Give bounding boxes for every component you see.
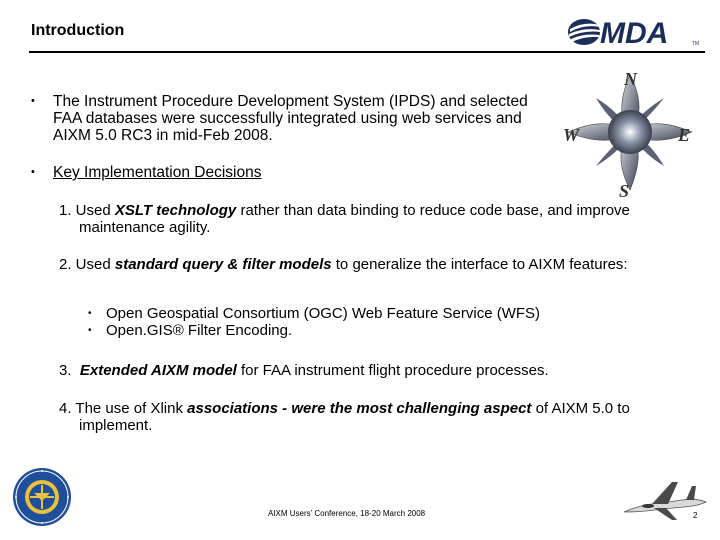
decision-item-1: 1. Used XSLT technology rather than data binding to reduce code base, and improve maintenance agility.	[59, 202, 630, 236]
bullet-ipds-integration: The Instrument Procedure Development System (IPDS) and selected FAA databases were successfully integrated using web services and AIXM 5.0 RC3 in mid-Feb 2008.	[53, 93, 528, 144]
decision-number: 1.	[59, 202, 72, 219]
decision-number: 3.	[59, 362, 72, 379]
subbullet-wfs: Open Geospatial Consortium (OGC) Web Feature Service (WFS)	[106, 305, 541, 322]
decision-emphasis: XSLT technology	[114, 202, 237, 219]
mda-logo-icon	[566, 15, 701, 47]
bullet-key-decisions: Key Implementation Decisions	[53, 164, 262, 181]
decision-item-4: 4. The use of Xlink associations - were the most challenging aspect of AIXM 5.0 to implement.	[59, 400, 630, 434]
decision-emphasis: associations - were the most challenging aspect	[187, 400, 532, 417]
subbullet-marker: •	[88, 308, 92, 319]
jet-plane-icon	[622, 476, 712, 522]
subbullet-marker: •	[88, 325, 92, 336]
svg-text:TM: TM	[692, 41, 700, 47]
slide-title: Introduction	[31, 22, 125, 39]
footer-conference-text: AIXM Users’ Conference, 18-20 March 2008	[268, 509, 426, 518]
decision-item-3: 3. Extended AIXM model for FAA instrument flight procedure processes.	[59, 362, 549, 379]
decision-number: 2.	[59, 256, 72, 273]
compass-south-label: S	[619, 181, 630, 200]
decision-number: 4.	[59, 400, 72, 417]
decision-emphasis: Extended AIXM model	[79, 362, 237, 379]
decision-item-2: 2. Used standard query & filter models to generalize the interface to AIXM features:	[59, 256, 628, 273]
bullet-marker: •	[31, 166, 35, 178]
compass-east-label: E	[678, 125, 691, 145]
faa-seal-icon	[12, 467, 72, 527]
title-rule	[29, 51, 705, 53]
bullet-marker: •	[31, 95, 35, 107]
compass-north-label: N	[624, 69, 637, 89]
compass-west-label: W	[563, 125, 580, 145]
compass-rose-icon	[560, 68, 700, 200]
subbullet-filter-encoding: Open.GIS® Filter Encoding.	[106, 322, 293, 339]
decision-emphasis: standard query & filter models	[114, 256, 332, 273]
page-number: 2	[693, 511, 698, 520]
logo-text: MDA	[600, 17, 669, 47]
